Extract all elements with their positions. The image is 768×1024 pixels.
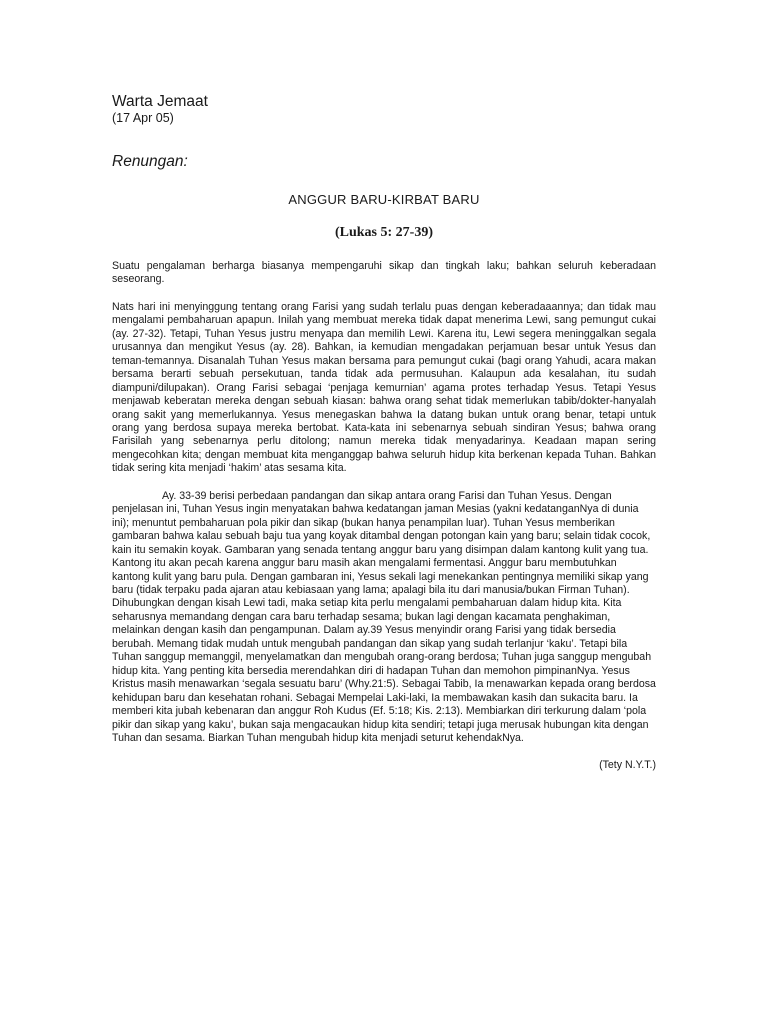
paragraph-main: Nats hari ini menyinggung tentang orang Farisi yang sudah terlalu puas dengan keberadaaannya; dan tidak mau mengalami pembaharuan apapun. Inilah yang membuat mereka tidak dapat menerima Lewi, sang pemungut cukai (ay. 27-32). Tetapi, Tuhan Yesus justru menyapa dan memilih Lewi. Karena itu, Lewi segera meninggalkan segala urusannya dan mengikut Yesus (ay. 28). Bahkan, ia kemudian mengadakan perjamuan besar untuk Yesus dan teman-temannya. Disanalah Tuhan Yesus makan bersama para pemungut cukai (bagi orang Yahudi, acara makan bersama berarti sebuah persekutuan, tanda tidak ada permusuhan. Kalaupun ada kesalahan, itu sudah diampuni/dilupakan). Orang Farisi sebagai ‘penjaga kemurnian’ agama protes terhadap Yesus. Tetapi Yesus menjawab keberatan mereka dengan sebuah kiasan: bahwa orang sehat tidak memerlukan tabib/dokter-hanyalah orang sakit yang memerlukannya. Yesus menegaskan bahwa Ia datang bukan untuk orang benar, tetapi untuk orang yang berdosa supaya mereka bertobat. Kata-kata ini sebenarnya sebuah sindiran Yesus; bahwa orang Farisilah yang sebenarnya perlu ditolong; namun mereka tidak menyadarinya. Keadaan mapan sering mengecohkan kita; dengan membuat kita menganggap bahwa seluruh hidup kita berkenan kepada Tuhan. Bahkan tidak sering kita menjadi ‘hakim’ atas sesama kita. <box>112 300 656 475</box>
scripture-reference: (Lukas 5: 27-39) <box>334 225 433 240</box>
bulletin-title: Warta Jemaat <box>112 93 208 110</box>
section-label: Renungan: <box>112 153 188 170</box>
article-title: ANGGUR BARU-KIRBAT BARU <box>288 192 480 207</box>
paragraph-second: Ay. 33-39 berisi perbedaan pandangan dan sikap antara orang Farisi dan Tuhan Yesus. Dengan penjelasan ini, Tuhan Yesus ingin menyatakan bahwa kedatangan jaman Mesias (yakni kedatanganNya di dunia ini); menuntut pembaharuan pola pikir dan sikap (bukan hanya penampilan luar). Tuhan Yesus memberikan gambaran bahwa kalau sebuah baju tua yang koyak ditambal dengan potongan kain yang baru; selain tidak cocok, kain itu semakin koyak. Gambaran yang senada tentang anggur baru yang disimpan dalam kantong kulit yang tua. Kantong itu akan pecah karena anggur baru masih akan mengalami fermentasi. Anggur baru membutuhkan kantong kulit yang baru pula. Dengan gambaran ini, Yesus sekali lagi menekankan pentingnya memiliki sikap yang baru (tidak terpaku pada ajaran atau kebiasaan yang lama; apalagi bila itu dari manusia/bukan Firman Tuhan). Dihubungkan dengan kisah Lewi tadi, maka setiap kita perlu mengalami pembaharuan dalam hidup kita. Kita seharusnya memandang dengan cara baru terhadap sesama; bukan lagi dengan kacamata penghakiman, melainkan dengan kasih dan pengampunan. Dalam ay.39 Yesus menyindir orang Farisi yang tidak bersedia berubah. Memang tidak mudah untuk mengubah pandangan dan sikap yang sudah terlanjur ‘kaku’. Tetapi bila Tuhan sanggup memanggil, menyelamatkan dan mengubah orang-orang berdosa; Tuhan juga sanggup mengubah hidup kita. Yang penting kita bersedia merendahkan diri di hadapan Tuhan dan memohon pimpinanNya. Yesus Kristus masih menawarkan ‘segala sesuatu baru’ (Why.21:5). Sebagai Tabib, Ia menawarkan kepada orang berdosa kehidupan baru dan kesehatan rohani. Sebagai Mempelai Laki-laki, Ia membawakan kasih dan sukacita baru. Ia memberi kita jubah kebenaran dan anggur Roh Kudus (Ef. 5:18; Kis. 2:13). Membiarkan diri terkurung dalam ‘pola pikir dan sikap yang kaku’, bukan saja mengacaukan hidup kita sendiri; tetapi juga merusak hubungan kita dengan Tuhan dan sesama. Biarkan Tuhan mengubah hidup kita menjadi seturut kehendakNya. <box>112 489 656 744</box>
paragraph-intro: Suatu pengalaman berharga biasanya mempengaruhi sikap dan tingkah laku; bahkan seluruh keberadaan seseorang. <box>112 260 656 286</box>
author-signature: (Tety N.Y.T.) <box>599 759 656 772</box>
document-page <box>112 92 656 772</box>
bulletin-date: (17 Apr 05) <box>112 111 174 125</box>
